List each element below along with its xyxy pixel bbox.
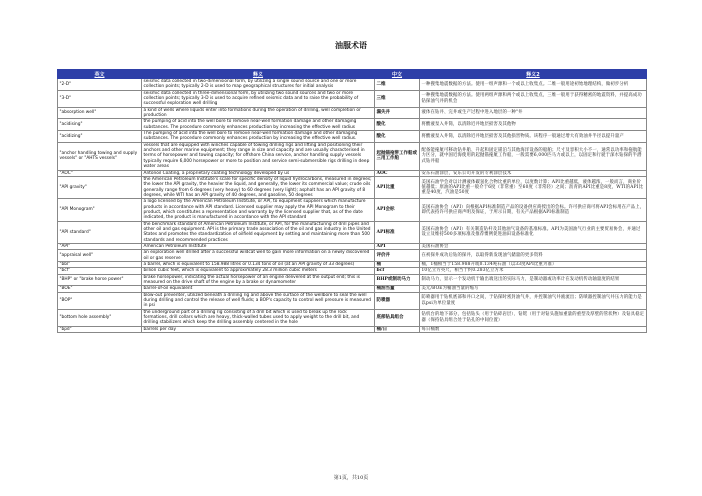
header-chinese: 中文 [375,70,420,79]
term-english: "AOC" [58,170,142,176]
term-chinese: API [375,243,420,249]
page-footer: 第1页，共10页 [333,475,369,481]
table-row [58,131,647,143]
term-definition: the benchmark standard of American Petroleum Institute, or API, for the manufacturing of drill pipes and other oil and gas equipment. API is the primary trade association of the oil and gas industry in the United States and promotes the standardization of oilfield equipment by setting and maintaining more than 500 standards and recommended practices [142,221,375,243]
table-header-row [58,70,647,79]
table-row [58,292,647,309]
term-definition: an exploration well drilled after a successful wildcat well to gain more information on a newly discovered oil or gas reserve [142,250,375,262]
term-chinese: 桶/日 [375,326,420,332]
table-row [58,107,647,119]
term-english: "anchor handling towing and supply vessels" or "AHTS vessels" [58,142,142,170]
term-chinese: 酸化 [375,119,420,131]
term-english: "BOE" [58,286,142,292]
table-row [58,199,647,221]
term-chinese: 防喷器 [375,292,420,309]
term-english: "API" [58,243,142,249]
term-definition-zh: 防喷器用于钻机底部和井口之间，于钻探时密封油气井，并控制油气井液流出；防喷器控制油气井压力的能力是以psi为单位量度 [420,292,647,309]
term-english: "bcf" [58,268,142,274]
term-chinese: BHP或制动马力 [375,274,420,286]
term-definition-zh: 液体在钻井、完井或生产过程中进入地层的一种"井 [420,107,647,119]
term-definition: the underground part of a drilling rig consisting of a drill bit which is used to break up the rock formations, drill collars which are heavy, thick-walled tubes used to apply weight to the drill bit, and drilling stabilizers which keep the drilling assembly centered in the hole [142,309,375,326]
term-english: "absorption well" [58,107,142,119]
term-definition: a barrel, which is equivalent to 158.988 litres or 0.134 tons of oil (at an API gravity of 33 degrees) [142,262,375,268]
term-definition-zh: 钻机台的地下部分，包括钻头（用于钻碎岩层）、钻铤（用于对钻头施加重量的重型及厚壁的管状物）及钻具稳定器（保持钻具组合处于钻孔的中间位置） [420,309,647,326]
term-definition-zh: 制动马力，显示一个发动机于输出端送出的实际马力，是制动器或功率计在发动机传动轴量度的结果 [420,274,647,286]
term-english: "API standard" [58,221,142,243]
term-definition-zh: 每日桶数 [420,326,647,332]
term-english: "API Monogram" [58,199,142,221]
term-definition-zh: 在初探井成功后钻的探井，以取得新发现油气储量的更多资料 [420,250,647,262]
term-english: "BHP" or "brake horse power" [58,274,142,286]
term-definition: brake horsepower, indicating the actual horsepower of an engine delivered at the output end; this is measured on the drive shaft of the engine by a brake or dynamometer [142,274,375,286]
table-row [58,90,647,107]
glossary-table [57,69,647,333]
term-english: "appraisal well" [58,250,142,262]
term-definition-zh: 一种搜集地震数据的方法。使用一组声源和一个或以上收集点。二维一般用途初始地理结构，做初步分析 [420,79,647,91]
term-definition-zh: 安东石油涂层，安东公司开发的专利涂层技术 [420,170,647,176]
term-definition: barrels per day [142,326,375,332]
term-definition: a logo licensed by the American Petroleum Institute, or API, to equipment suppliers which manufacture products in accordance with API standard. Licensed supplier may apply the API Monogram to their product, which constitutes a representation and warranty by the licensed supplier that, as of the date indicated, the product is manufactured in accordance with the API standard [142,199,375,221]
term-definition-zh: 将酸液泵入井筒，以清除近井地层损害及其他物 [420,119,647,131]
term-definition: Antonoil Coating, a proprietary coating technology developed by us [142,170,375,176]
term-english: "acidising" [58,119,142,131]
term-definition: blow-out preventer, utilized beneath a drilling rig and above the surface of the wellbore to seal the well during drilling and control the release of well fluids; a BOP's capacity to control well pressure is measured in psi [142,292,375,309]
term-definition: The pumping of acid into the well bore to remove near-well formation damage and other damaging substances. The procedure commonly enhances production by increasing the effective well radius. [142,131,375,143]
table-row [58,79,647,91]
term-english: "API gravity" [58,176,142,198]
term-definition: the American Petroleum Institute's scale for specific density of liquid hydrocarbons, measured in degrees; the lower the API gravity, the heavier the liquid, and generally, the lower its commercial value; crude oils generally range from 6 degrees (very heavy) to 60 degrees (very light); asphalt has an API gravity of 8 degrees, while WTI has an API gravity of 40 degrees, and gasoline, 50 degrees [142,176,375,198]
term-english: "2-D" [58,79,142,91]
table-row [58,326,647,332]
term-definition-zh: 美国石油协会（API）向根据API标准制造产品的设备供应商授出的会标。许可供应商可将API会标用在产品上，即代表持许可供应商声明及保证，于所示日期，有关产品根据API标准制造 [420,199,647,221]
table-row [58,176,647,198]
table-row [58,250,647,262]
term-definition-zh: 一种搜集地震数据的方法。使用两组声源和两个或以上收集点，三维一般用于获得精密的地震资料，并提高成功钻探油气井的机会 [420,90,647,107]
term-chinese: API比重 [375,176,420,198]
table-row [58,142,647,170]
term-chinese: API会标 [375,199,420,221]
term-chinese: API标准 [375,221,420,243]
header-definition-2: 释义2 [420,70,647,79]
term-english: "acidizing" [58,131,142,143]
term-chinese: 桶油当量 [375,286,420,292]
term-definition-zh: 美国石油学会对以计测液体碳氢化合物比重的单位，以度数计算；API比重越低，液体越浓，一般而言，商业价值越低；原油的API比重一般介于6度（非常重）至60度（非常轻）之间；沥青的API比重是8度，WTI的API比重是40度，汽油是50度 [420,176,647,198]
term-chinese: 底部钻具组合 [375,309,420,326]
term-chinese: 二维 [375,79,420,91]
term-definition: barrel-of-oil equivalent [142,286,375,292]
term-chinese: 漏失井 [375,107,420,119]
term-chinese: 评价井 [375,250,420,262]
term-english: "bbl" [58,262,142,268]
table-row [58,221,647,243]
term-definition-zh: 将酸液泵入井筒，以清除近井地层损害及其他损害物质。该程序一般通过增大有效油井半径以提升量产 [420,131,647,143]
term-definition-zh: 桶，1桶相当于158.988升或0.134吨石油（以33度API比重为准） [420,262,647,268]
term-definition: American Petroleum Institute [142,243,375,249]
term-chinese: 桶 [375,262,420,268]
term-definition-zh: 美国石油协会 [420,243,647,249]
term-english: "bpd" [58,326,142,332]
term-definition-zh: 配备能拖航可移动钻井船、升起和固定锚泊与其他海洋设备的船舶；尺寸及容积大小不一，通常以功率和拖航能力区分，就中国近海使用的起抛锚拖航工作船，一般需要6,000匹马力或以上，以固定和行驶于深水钻探的半潜式钻井船 [420,142,647,170]
term-english: "BOP" [58,292,142,309]
term-definition: seismic data collected in three-dimensional form, by utilizing two sound sources and two or more collection points; typically 3-D is used to acquire refined seismic data and to raise the probability of successful exploration well drilling [142,90,375,107]
term-definition: seismic data collected in two-dimensional form, by utilizing a single sound source and one or more collection points; typically 2-D is used to map geographical structures for initial analysis [142,79,375,91]
term-definition-zh: 10亿立方英尺，相当于约0.283亿立方米 [420,268,647,274]
glossary-body [58,79,647,333]
table-row [58,119,647,131]
term-english: "bottom hole assembly" [58,309,142,326]
term-english: "3-D" [58,90,142,107]
term-chinese: bcf [375,268,420,274]
term-chinese: 起抛锚拖带工作船或三用工作船 [375,142,420,170]
term-definition: a kind of wells where liquids enter into formations during the operation of drilling, well completion or production [142,107,375,119]
header-definition: 释义 [142,70,375,79]
table-row [58,309,647,326]
term-definition-zh: 美元/BOE为桶油当量的缩写 [420,286,647,292]
term-chinese: 酸化 [375,131,420,143]
term-definition-zh: 美国石油协会（API）有关制造钻杆及其他油气设备的基准标准。API为美国油气行业的主要贸易协会，并通过设立及维持500多项标准及推荐惯例促进油田设备标准化 [420,221,647,243]
header-english: 英文 [58,70,142,79]
term-definition: vessels that are equipped with winches capable of towing drilling rigs and lifting and positioning their anchors and other marine equipment; they range in size and capacity and are usually characterised in terms of horsepower and towing capacity; for offshore China service, anchor handling supply vessels typically require 6,000 horsepower or more to position and service semi-submersible rigs drilling in deep water areas [142,142,375,170]
term-chinese: 三维 [375,90,420,107]
term-definition: billion cubic feet, which is equivalent to approximately 28.3 million cubic meters [142,268,375,274]
term-chinese: AOC [375,170,420,176]
term-definition: the pumping of acid into the well bore to remove near-well formation damage and other damaging substances. The procedure commonly enhances production by increasing the effective well radius [142,119,375,131]
table-row [58,274,647,286]
page-title: 油服术语 [335,40,367,50]
